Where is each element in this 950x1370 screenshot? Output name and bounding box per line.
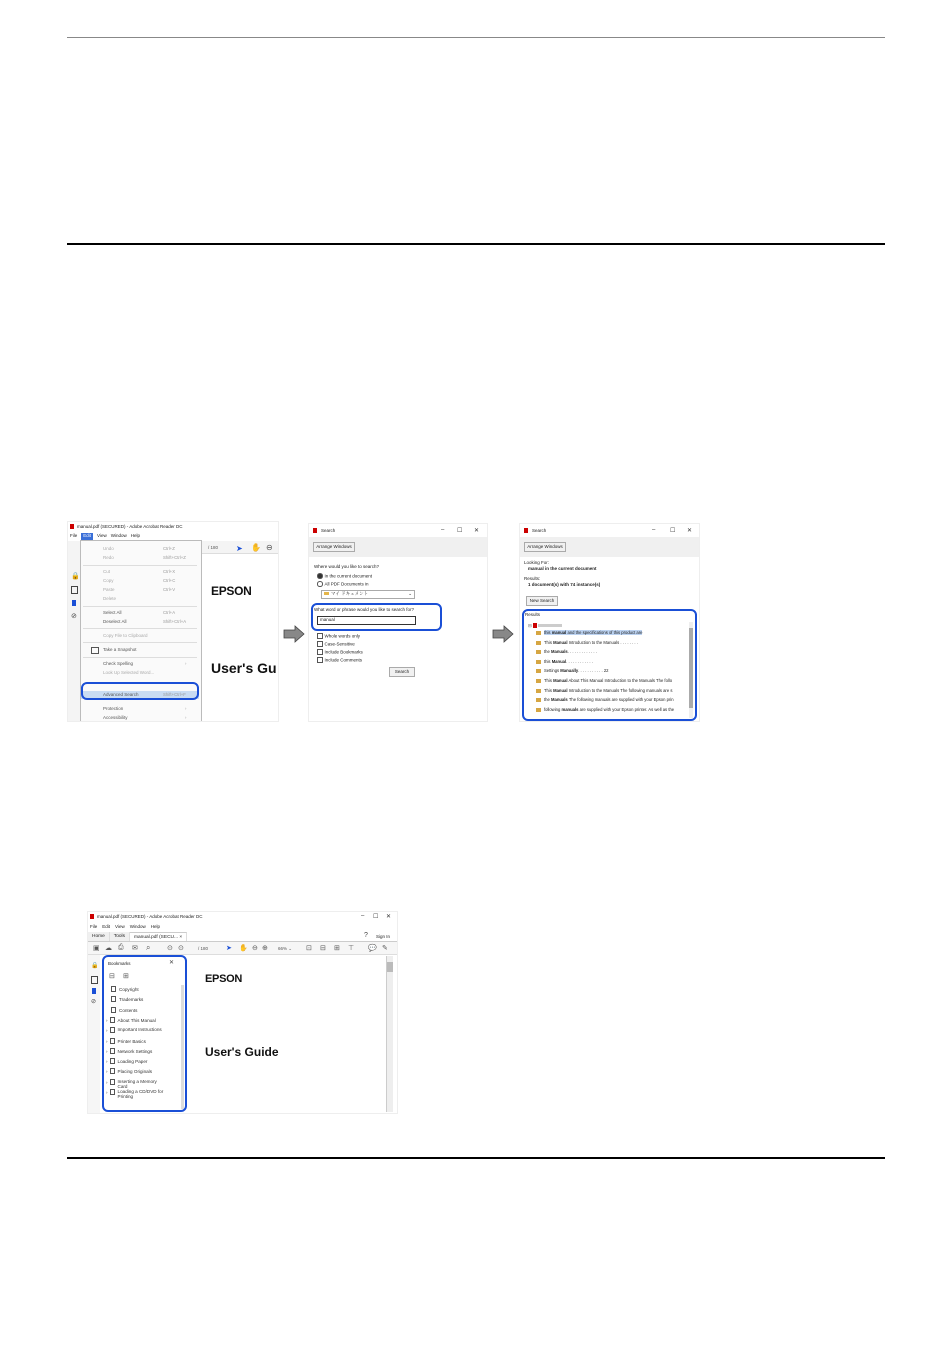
folder-select[interactable]: マイ ドキュメント ⌄ <box>321 590 415 599</box>
zoom-out-icon[interactable]: ⊖ <box>266 543 273 552</box>
results-summary-value: 1 document(s) with 74 instance(s) <box>528 582 601 587</box>
menu-item-label: Select All <box>103 610 122 615</box>
arrange-windows-button[interactable]: Arrange Windows <box>524 542 566 552</box>
arrange-windows-button[interactable]: Arrange Windows <box>313 542 355 552</box>
result-text: the Manuals. . . . . . . . . . . . . <box>544 649 597 655</box>
screenshot-bookmarks <box>87 911 398 1114</box>
dialog-title: Search <box>321 528 336 533</box>
expand-icon[interactable]: › <box>106 1017 108 1023</box>
select-tool-icon[interactable]: ➤ <box>236 544 243 553</box>
attachment-icon[interactable]: ⊘ <box>91 999 97 1005</box>
menu-item-check-spelling[interactable] <box>81 660 199 668</box>
zoom-select[interactable]: 66% ⌄ <box>278 946 293 951</box>
results-summary-label: Results: <box>524 576 541 581</box>
menu-item-shortcut: Shift+Ctrl+F <box>163 692 186 697</box>
result-text: Settings Manually. . . . . . . . . . . 22 <box>544 668 609 674</box>
acrobat-icon <box>70 524 74 529</box>
menu-item-label: Protection <box>103 706 124 711</box>
bookmark-label: Important Instructions <box>117 1027 162 1033</box>
menu-help[interactable]: Help <box>150 924 160 929</box>
page-counter: / 180 <box>208 545 219 550</box>
search-button[interactable]: Search <box>389 667 415 677</box>
menu-item-label: Check Spelling <box>103 661 134 666</box>
bookmark-label: Placing Originals <box>117 1069 153 1075</box>
comment-icon[interactable]: 💬 <box>368 945 377 952</box>
option-whole-words-only[interactable] <box>317 633 363 640</box>
checkbox-label: Case-Sensitive <box>324 641 355 647</box>
page-counter: / 180 <box>198 946 209 951</box>
menu-item-shortcut: Shift+Ctrl+A <box>163 619 187 624</box>
menu-help[interactable]: Help <box>130 533 140 538</box>
menu-item-label: Copy <box>103 578 114 583</box>
chevron-down-icon: ⌄ <box>408 591 412 596</box>
menu-item-accessibility[interactable] <box>81 714 199 722</box>
looking-for-label: Looking For: <box>524 560 550 565</box>
menu-item-label: Delete <box>103 596 117 601</box>
guide-title: User's Guide <box>205 1045 279 1059</box>
option-include-bookmarks[interactable] <box>317 649 363 656</box>
arrow-right-icon <box>283 625 305 643</box>
camera-icon <box>91 647 99 654</box>
where-label: Where would you like to search? <box>314 564 380 569</box>
options-icon[interactable]: ⊟ <box>109 973 115 980</box>
menu-item-label: Undo <box>103 546 114 551</box>
menu-item-label: Deselect All <box>103 619 127 624</box>
expand-icon[interactable]: › <box>106 1069 108 1075</box>
result-text: this Manual. . . . . . . . . . . . <box>544 658 593 664</box>
option-case-sensitive[interactable] <box>317 641 363 648</box>
menu-divider <box>83 642 197 643</box>
fit-page-icon[interactable]: ⊡ <box>306 945 312 952</box>
phrase-label: What word or phrase would you like to search for? <box>314 607 415 612</box>
scroll-mode-icon[interactable]: ⊟ <box>320 945 326 952</box>
acrobat-icon <box>313 528 317 533</box>
menu-item-label: Advanced Search <box>103 692 139 697</box>
print-icon[interactable]: ⎙ <box>118 944 124 951</box>
result-text: the Manuals The following manuals are supplied with your Epson prin <box>544 697 674 703</box>
stamp-icon[interactable]: ⊤ <box>348 945 355 952</box>
epson-logo: EPSON <box>205 973 243 985</box>
bookmark-label: Loading a CD/DVD for Printing <box>117 1089 164 1099</box>
close-icon[interactable]: ✕ <box>386 914 392 920</box>
expand-icon[interactable]: › <box>106 1028 108 1034</box>
looking-for-value: manual in the current document <box>528 566 597 571</box>
menu-item-delete <box>81 595 199 603</box>
hand-tool-icon[interactable]: ✋ <box>251 543 261 552</box>
help-icon[interactable]: ? <box>364 932 368 939</box>
menu-item-shortcut: › <box>185 706 187 711</box>
checkbox[interactable] <box>317 641 323 647</box>
maximize-icon[interactable]: ☐ <box>373 914 379 920</box>
screenshot-search-results <box>519 523 700 722</box>
page-up-icon[interactable]: ⊙ <box>167 945 173 952</box>
menu-divider <box>83 565 197 566</box>
maximize-icon[interactable]: ☐ <box>457 528 463 534</box>
menu-item-shortcut: Ctrl+Z <box>163 546 175 551</box>
window-title-bar: manual.pdf (SECURED) - Adobe Acrobat Reader DC <box>70 524 210 530</box>
menu-item-shortcut: Ctrl+C <box>163 578 176 583</box>
minimize-icon[interactable]: – <box>652 527 656 533</box>
expand-icon[interactable]: › <box>106 1059 108 1065</box>
top-thin-rule <box>67 37 885 38</box>
result-text: This Manual Introduction to the Manuals The following manuals are s <box>544 687 673 693</box>
close-icon[interactable]: ✕ <box>474 528 480 534</box>
menu-item-copy <box>81 577 199 585</box>
menu-view[interactable]: View <box>115 924 125 929</box>
page-scrollbar[interactable] <box>386 956 393 1112</box>
acrobat-icon <box>90 914 94 919</box>
lock-icon: 🔒 <box>91 963 99 969</box>
results-header: Results <box>525 612 541 617</box>
menu-edit[interactable]: Edit <box>83 533 92 538</box>
menu-item-label: Accessibility <box>103 715 128 720</box>
checkbox-label: Whole words only <box>324 633 361 639</box>
checkbox[interactable] <box>317 657 323 663</box>
menu-item-shortcut: Shift+Ctrl+Z <box>163 555 186 560</box>
results-tree-root: ⊟ <box>528 623 562 629</box>
result-text: This Manual About This Manual Introduction to the Manuals The follo <box>544 678 673 683</box>
search-phrase-input[interactable]: manual <box>317 616 416 625</box>
zoom-out-icon[interactable]: ⊖ <box>252 945 258 952</box>
menu-item-look-up-selected-word <box>81 669 199 677</box>
folder-icon <box>324 592 329 595</box>
menu-window[interactable]: Window <box>110 533 127 538</box>
menu-edit[interactable]: Edit <box>102 924 111 929</box>
guide-title: User's Gu <box>211 660 277 676</box>
bookmark-label: Printer Basics <box>117 1038 146 1044</box>
menu-divider <box>83 628 197 629</box>
expand-icon[interactable]: › <box>106 1048 108 1054</box>
bookmark-icon[interactable] <box>72 600 76 606</box>
close-icon[interactable]: ✕ <box>169 960 175 966</box>
sign-in-link[interactable]: Sign In <box>376 934 391 939</box>
tab-document[interactable]: manual.pdf (SECU... × <box>130 932 187 941</box>
radio-current[interactable] <box>317 573 323 579</box>
dialog-title: Search <box>532 528 547 533</box>
menu-item-label: Paste <box>103 587 115 592</box>
menu-divider <box>83 657 197 658</box>
menu-item-copy-file-to-clipboard <box>81 632 199 640</box>
screenshot-edit-menu <box>67 521 279 722</box>
result-text: this manual and the specifications of this product are <box>544 630 643 635</box>
menu-item-label: Look Up Selected Word... <box>103 670 155 675</box>
menu-item-shortcut: Ctrl+V <box>163 587 176 592</box>
menu-window[interactable]: Window <box>129 924 146 929</box>
bookmark-label: Network Settings <box>117 1048 153 1054</box>
select-tool-icon[interactable]: ➤ <box>226 945 232 952</box>
menu-item-shortcut: › <box>185 661 187 666</box>
menu-item-select-all[interactable] <box>81 609 199 617</box>
hand-tool-icon[interactable]: ✋ <box>239 945 248 952</box>
menu-item-redo <box>81 554 199 562</box>
pen-icon[interactable]: ✎ <box>382 945 388 952</box>
menu-item-undo <box>81 545 199 553</box>
menu-item-paste <box>81 586 199 594</box>
checkbox[interactable] <box>317 633 323 639</box>
search-icon[interactable]: ⌕ <box>146 943 151 952</box>
email-icon[interactable]: ✉ <box>132 945 138 952</box>
option-current-document[interactable]: In the current document <box>317 573 372 580</box>
menu-bar <box>70 533 140 540</box>
checkbox[interactable] <box>317 649 323 655</box>
maximize-icon[interactable]: ☐ <box>670 528 676 534</box>
bookmark-label: Trademarks <box>119 997 144 1003</box>
menu-item-shortcut: Ctrl+A <box>163 610 176 615</box>
tab-home[interactable]: Home <box>88 932 110 941</box>
checkbox-label: Include Comments <box>324 657 363 663</box>
menu-item-deselect-all[interactable] <box>81 618 199 626</box>
menu-item-cut <box>81 568 199 576</box>
tab-tools[interactable]: Tools <box>110 932 130 941</box>
bookmark-label: Inserting a Memory Card <box>117 1078 157 1089</box>
result-text: This Manual Introduction to the Manuals . . . . . . . . <box>544 639 638 645</box>
option-all-pdfs[interactable]: All PDF Documents in <box>317 581 369 588</box>
zoom-in-icon[interactable]: ⊕ <box>262 945 268 952</box>
expand-icon[interactable]: ⊞ <box>123 973 129 980</box>
attachment-icon[interactable]: ⊘ <box>71 613 77 620</box>
menu-divider <box>83 606 197 607</box>
acrobat-icon <box>524 528 528 533</box>
fullscreen-icon[interactable]: ⊞ <box>334 945 340 952</box>
pages-icon[interactable] <box>91 976 98 984</box>
expand-icon[interactable]: › <box>106 1090 108 1095</box>
menu-item-label: Redo <box>103 555 114 560</box>
menu-file[interactable]: File <box>90 924 98 929</box>
bookmark-label: Contents <box>119 1007 138 1013</box>
save-icon[interactable]: ▣ <box>93 945 100 952</box>
minimize-icon[interactable]: – <box>441 527 445 533</box>
pages-icon[interactable] <box>71 586 78 594</box>
section-rule-lower <box>67 1157 885 1159</box>
expand-icon[interactable]: › <box>106 1038 108 1044</box>
bookmark-label: Copyright <box>119 987 139 992</box>
menu-item-label: Take a Snapshot <box>103 647 137 652</box>
expand-icon[interactable]: › <box>106 1079 108 1085</box>
screenshot-search-dialog <box>308 523 488 722</box>
bookmarks-title: Bookmarks <box>108 961 131 966</box>
bookmark-label: Loading Paper <box>117 1059 148 1065</box>
close-icon[interactable]: ✕ <box>687 528 693 534</box>
menu-item-label: Copy File to Clipboard <box>103 633 148 638</box>
tab-bar <box>88 932 397 942</box>
menu-item-shortcut: Ctrl+X <box>163 569 176 574</box>
section-rule-upper <box>67 243 885 245</box>
arrow-right-icon <box>492 625 514 643</box>
page-down-icon[interactable]: ⊙ <box>178 945 184 952</box>
result-text: following manuals are supplied with your Epson printer. As well as the <box>544 706 675 712</box>
minimize-icon[interactable]: – <box>361 913 365 919</box>
cloud-icon[interactable]: ☁ <box>105 945 112 952</box>
checkbox-label: Include Bookmarks <box>324 649 363 655</box>
epson-logo: EPSON <box>211 584 252 598</box>
phrase-input-highlight <box>311 603 442 631</box>
menu-view[interactable]: View <box>97 533 107 538</box>
menu-item-protection[interactable] <box>81 705 199 713</box>
menu-item-shortcut: › <box>185 715 187 720</box>
option-include-comments[interactable] <box>317 657 363 664</box>
menu-bar <box>90 924 160 929</box>
window-title-bar: manual.pdf (SECURED) - Adobe Acrobat Reader DC <box>90 914 290 920</box>
bookmarks-highlight <box>102 955 187 1112</box>
lock-icon: 🔒 <box>71 573 80 580</box>
advanced-search-highlight <box>81 682 199 700</box>
new-search-button[interactable]: New Search <box>526 596 558 606</box>
results-highlight <box>522 609 697 721</box>
menu-file[interactable]: File <box>70 533 78 538</box>
radio-all[interactable] <box>317 581 323 587</box>
bookmark-label: About This Manual <box>117 1017 156 1023</box>
menu-item-label: Cut <box>103 569 111 574</box>
search-options <box>317 633 363 665</box>
bookmark-icon[interactable] <box>92 988 96 994</box>
